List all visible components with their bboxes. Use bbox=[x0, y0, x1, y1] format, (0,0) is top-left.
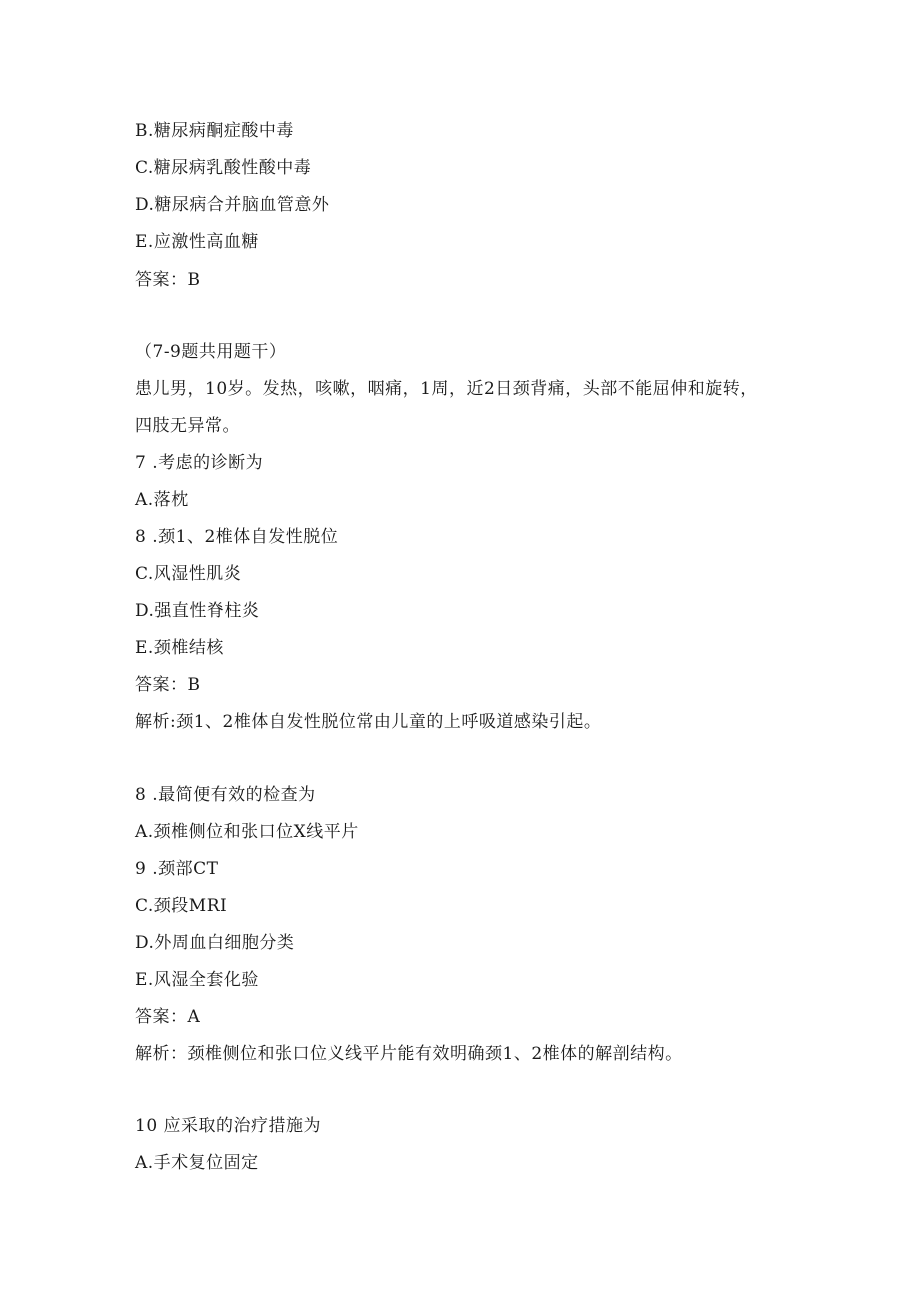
option-d-line: D.糖尿病合并脑血管意外 bbox=[135, 195, 330, 215]
option-a-line: A.落枕 bbox=[135, 490, 189, 510]
option-c-line: C.风湿性肌炎 bbox=[135, 564, 242, 584]
answer-line: 答案：B bbox=[135, 675, 201, 695]
option-a-line: A.手术复位固定 bbox=[135, 1153, 259, 1173]
option-d-line: D.强直性脊柱炎 bbox=[135, 601, 260, 621]
explanation-line: 解析:颈1、2椎体自发性脱位常由儿童的上呼吸道感染引起。 bbox=[135, 712, 602, 732]
shared-stem-heading: （7-9题共用题干） bbox=[135, 342, 287, 362]
option-c-line: C.糖尿病乳酸性酸中毒 bbox=[135, 158, 312, 178]
explanation-line: 解析：颈椎侧位和张口位义线平片能有效明确颈1、2椎体的解剖结构。 bbox=[135, 1044, 683, 1064]
option-b-line: 8 .颈1、2椎体自发性脱位 bbox=[135, 527, 339, 547]
question-8: 8 .最简便有效的检查为 bbox=[135, 785, 316, 805]
option-e-line: E.应激性高血糖 bbox=[135, 232, 259, 252]
question-10: 10 应采取的治疗措施为 bbox=[135, 1116, 322, 1136]
option-d-line: D.外周血白细胞分类 bbox=[135, 933, 295, 953]
question-7: 7 .考虑的诊断为 bbox=[135, 453, 264, 473]
case-description-line-2: 四肢无异常。 bbox=[135, 416, 240, 436]
option-e-line: E.风湿全套化验 bbox=[135, 970, 259, 990]
option-b-line: 9 .颈部CT bbox=[135, 859, 219, 879]
option-e-line: E.颈椎结核 bbox=[135, 638, 224, 658]
option-c-line: C.颈段MRI bbox=[135, 896, 228, 916]
answer-line: 答案：B bbox=[135, 270, 201, 290]
case-description-line-1: 患儿男，10岁。发热，咳嗽，咽痛，1周，近2日颈背痛，头部不能屈伸和旋转， bbox=[135, 379, 758, 399]
option-b-line: B.糖尿病酮症酸中毒 bbox=[135, 121, 294, 141]
answer-line: 答案：A bbox=[135, 1007, 201, 1027]
option-a-line: A.颈椎侧位和张口位X线平片 bbox=[135, 822, 359, 842]
